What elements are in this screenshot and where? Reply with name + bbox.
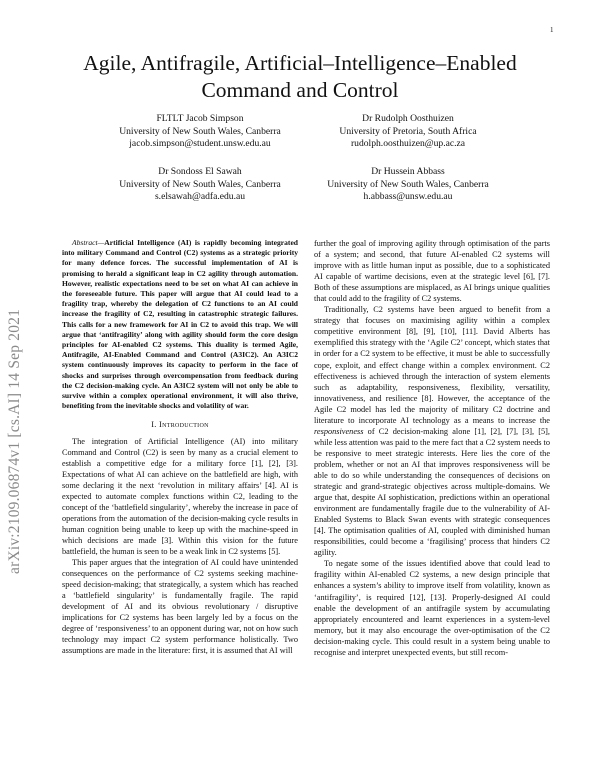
author-block (80, 166, 320, 204)
author-affiliation: University of New South Wales, Canberra (119, 125, 281, 137)
left-column (62, 238, 298, 656)
abstract (62, 238, 298, 411)
abstract-text: Artificial Intelligence (AI) is rapidly becoming integrated into military Command and Control (C2) systems as a strategic priority for many defence forces. The successful implementation of AI is promising to herald a significant leap in C2 agility through automation. However, realistic expectations need to be set on what AI can achieve in the foreseeable future. This paper will argue that AI could lead to a fragility trap, whereby the delegation of C2 functions to an AI could increase the fragility of C2, resulting in catastrophic strategic failures. This calls for a new framework for AI in C2 to avoid this trap. We will argue that ‘antifragility’ along with agility should form the core design principles for AI-enabled C2 systems. This duality is termed Agile, Antifragile, AI-Enabled Command and Control (A3IC2). An A3IC2 system continuously improves its capacity to perform in the face of shocks and surprises through overcompensation from feedback during the C2 decision-making cycle. An A3IC2 system will not only be able to survive within a complex operational environment, it will also thrive, benefiting from the inevitable shocks and volatility of war. (62, 238, 298, 411)
body-paragraph: The integration of Artificial Intelligence (AI) into military Command and Control (C2) is seen by many as a crucial element to establish a competitive edge for a military force [1], [2], [3]. Expectations of what AI can achieve on the battlefield are high, with some declaring it the next ‘revolution in military affairs’ [4]. AI is expected to automate complex functions within C2, leading to the concept of the ‘battlefield singularity’, whereby the increase in pace of operations from the automation of the decision-making cycle results in human cognition being unable to keep up with the machine-speed in which decisions are made [3]. Within this vision for the future battlefield, the human is seen to be a weak link in C2 systems [5]. (62, 436, 298, 556)
author-block (80, 113, 320, 151)
author-email[interactable]: s.elsawah@adfa.edu.au (154, 191, 246, 203)
arxiv-identifier[interactable]: arXiv:2109.06874v1 [cs.AI] 14 Sep 2021 (6, 308, 23, 574)
emphasis-text: responsiveness (314, 426, 364, 436)
body-paragraph: To negate some of the issues identified above that could lead to fragility within AI-enabled C2 systems, a new design principle that enhances a system’s ability to improve itself from volatility, known as ‘antifragility’, is required [12], [13]. Properly-designed AI could enable the development of an antifragile system by accumulating appropriately encountered and learnt experiences in a system-level memory, but it may also encourage the over-optimisation of the C2 decision-making cycle. This could result in a system being unable to recognise and interpret unexpected events, but still recom- (314, 559, 550, 657)
author-email[interactable]: jacob.simpson@student.unsw.edu.au (129, 138, 271, 150)
right-column (314, 238, 550, 658)
author-email[interactable]: h.abbass@unsw.edu.au (363, 191, 453, 203)
author-affiliation: University of New South Wales, Canberra (327, 178, 489, 190)
page-number: 1 (550, 26, 554, 34)
author-name: Dr Hussein Abbass (371, 166, 445, 177)
author-block (288, 166, 528, 204)
author-name: FLTLT Jacob Simpson (156, 113, 244, 124)
body-paragraph: This paper argues that the integration of AI could have unintended consequences on the performance of C2 systems seeking machine-speed decision-making; that strategically, a system which has reached a ‘battlefield singularity’ is fundamentally fragile. The rapid development of AI and its obvious revolutionary / disruptive implications for C2 systems has been largely led by a focus on the degree of ‘responsiveness’ to an opponent during war, not on how such technology may impact C2 system performance holistically. Two assumptions are made in the literature: first, it is assumed that AI will (62, 558, 298, 656)
section-heading: I. Introduction (151, 420, 209, 430)
author-affiliation: University of New South Wales, Canberra (119, 178, 281, 190)
body-text: of C2 decision-making alone [1], [2], [7], [3], [5], while less attention was paid to the mere fact that a C2 system needs to be responsive to meet strategic interests. Here lies the core of the problem, whether or not an AI that improves responsiveness will be able to do so while understanding the consequences of decisions on strategic and grand-strategic objectives across multiple-domains. We argue that, despite AI sophistication, predictions within an operational environment are fundamentally fragile due to the vulnerability of AI-Enabled Systems to Black Swan events with strategic consequences [4]. The optimisation qualities of AI, coupled with diminished human responsibilities, could become a ‘fragilising’ process that hinders C2 agility. (314, 426, 550, 558)
author-name: Dr Rudolph Oosthuizen (362, 113, 454, 124)
author-name: Dr Sondoss El Sawah (158, 166, 242, 177)
author-block (288, 113, 528, 151)
body-text: Traditionally, C2 systems have been argued to benefit from a strategy that focuses on maximising agility within a complex competitive environment [8], [9], [10], [11]. David Alberts has exemplified this strategy with the ‘Agile C2’ concept, which states that in order for a C2 system to be effective, it must be able to successfully cope, exploit, and effect change within a complex environment. C2 effectiveness is achieved through the interaction of system elements such as adaptability, responsiveness, flexibility, versatility, innovativeness, and resilience [8]. However, the acceptance of the Agile C2 model has led the majority of military C2 doctrine and literature to incorporate AI technology as a means to increase the (314, 305, 550, 425)
body-paragraph (314, 304, 550, 558)
author-affiliation: University of Pretoria, South Africa (339, 125, 477, 137)
abstract-label: Abstract— (72, 238, 105, 247)
body-paragraph: further the goal of improving agility through optimisation of the parts of a system; and second, that future AI-enabled C2 systems will improve with as little human input as possible, due to a sophisticated AI capable of wartime decisions, even at the strategic level [6], [7]. Both of these assumptions are misplaced, as AI brings unique qualities that could add to the fragility of C2 systems. (314, 239, 550, 304)
author-email[interactable]: rudolph.oosthuizen@up.ac.za (350, 138, 466, 150)
paper-title: Agile, Antifragile, Artificial–Intelligence–Enabled Command and Control (83, 51, 517, 102)
